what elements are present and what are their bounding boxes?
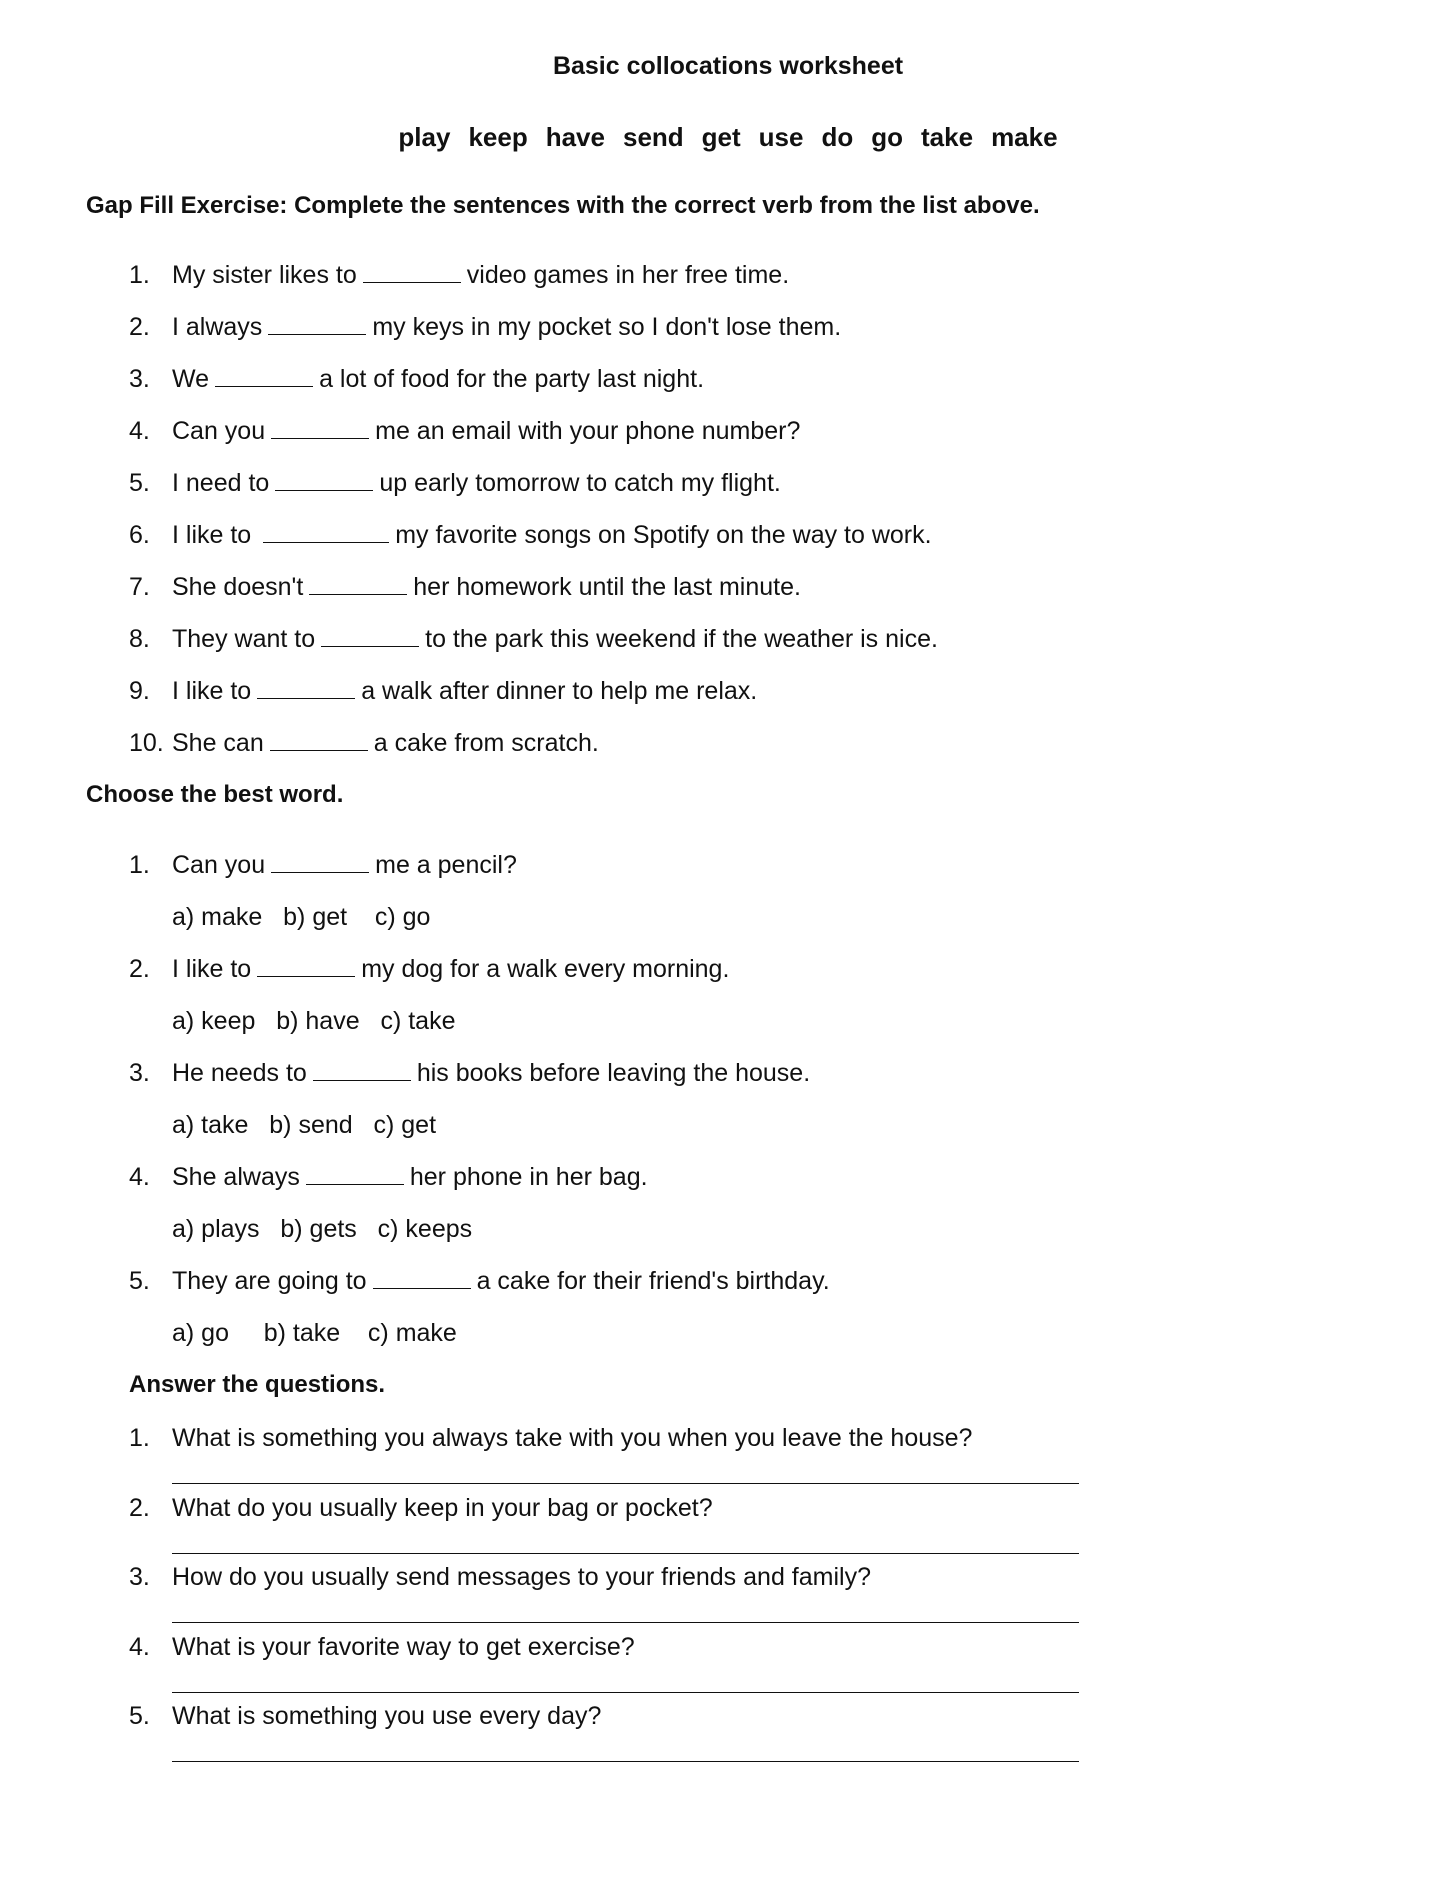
- choose-item: [129, 953, 729, 985]
- choose-item: [129, 1057, 810, 1089]
- word-bank-item: keep: [468, 122, 528, 152]
- sentence-start: I like to: [172, 677, 252, 705]
- question-text: How do you usually send messages to your friends and family?: [172, 1563, 871, 1591]
- sentence-end: her homework until the last minute.: [413, 573, 801, 601]
- sentence-end: a walk after dinner to help me relax.: [361, 677, 758, 705]
- item-number: 2.: [129, 313, 150, 341]
- item-number: 2.: [129, 1494, 150, 1522]
- item-number: 8.: [129, 625, 150, 653]
- word-bank-item: use: [758, 122, 804, 152]
- answer-heading: Answer the questions.: [129, 1371, 386, 1398]
- item-number: 6.: [129, 521, 150, 549]
- item-number: 10.: [129, 729, 164, 757]
- sentence-end: a lot of food for the party last night.: [319, 365, 705, 393]
- answer-line[interactable]: [172, 1553, 1079, 1554]
- sentence-end: me an email with your phone number?: [375, 417, 801, 445]
- question-item: [129, 1492, 713, 1524]
- answer-line[interactable]: [172, 1692, 1079, 1693]
- answer-options[interactable]: a) keep b) have c) take: [172, 1007, 456, 1035]
- item-number: 5.: [129, 1702, 150, 1730]
- answer-blank[interactable]: [271, 416, 369, 439]
- word-bank-item: take: [921, 122, 974, 152]
- word-bank-item: get: [701, 122, 741, 152]
- word-bank-item: go: [871, 122, 904, 152]
- gap-fill-heading: Gap Fill Exercise: Complete the sentences with the correct verb from the list above.: [86, 192, 1040, 219]
- question-text: What is something you use every day?: [172, 1702, 602, 1730]
- choose-item: [129, 1161, 648, 1193]
- sentence-end: my dog for a walk every morning.: [361, 955, 730, 983]
- sentence-start: She can: [172, 729, 264, 757]
- sentence-start: He needs to: [172, 1059, 307, 1087]
- answer-line[interactable]: [172, 1622, 1079, 1623]
- item-number: 4.: [129, 1633, 150, 1661]
- item-number: 2.: [129, 955, 150, 983]
- question-text: What is your favorite way to get exercise?: [172, 1633, 635, 1661]
- answer-blank[interactable]: [321, 624, 419, 647]
- question-item: [129, 1700, 601, 1732]
- question-item: [129, 1422, 972, 1454]
- question-item: [129, 1561, 871, 1593]
- answer-blank[interactable]: [257, 954, 355, 977]
- question-text: What do you usually keep in your bag or pocket?: [172, 1494, 713, 1522]
- sentence-end: her phone in her bag.: [409, 1163, 648, 1191]
- answer-options[interactable]: a) go b) take c) make: [172, 1319, 457, 1347]
- sentence-start: Can you: [172, 417, 266, 445]
- gap-fill-item: [129, 415, 800, 447]
- answer-line[interactable]: [172, 1761, 1079, 1762]
- word-bank-item: have: [545, 122, 605, 152]
- answer-blank[interactable]: [309, 572, 407, 595]
- answer-blank[interactable]: [313, 1058, 411, 1081]
- answer-blank[interactable]: [271, 850, 369, 873]
- item-number: 7.: [129, 573, 150, 601]
- answer-options[interactable]: a) make b) get c) go: [172, 903, 431, 931]
- gap-fill-item: [129, 259, 789, 291]
- item-number: 3.: [129, 1059, 150, 1087]
- sentence-start: I like to: [172, 955, 252, 983]
- sentence-start: I like to: [172, 521, 252, 549]
- item-number: 1.: [129, 261, 150, 289]
- sentence-end: a cake from scratch.: [373, 729, 599, 757]
- gap-fill-item: [129, 727, 599, 759]
- item-number: 1.: [129, 851, 150, 879]
- sentence-start: They want to: [172, 625, 316, 653]
- item-number: 3.: [129, 1563, 150, 1591]
- answer-blank[interactable]: [215, 364, 313, 387]
- answer-options[interactable]: a) plays b) gets c) keeps: [172, 1215, 473, 1243]
- sentence-end: his books before leaving the house.: [416, 1059, 811, 1087]
- sentence-end: my keys in my pocket so I don't lose them.: [372, 313, 842, 341]
- item-number: 5.: [129, 1267, 150, 1295]
- answer-line[interactable]: [172, 1483, 1079, 1484]
- answer-blank[interactable]: [363, 260, 461, 283]
- word-bank-item: send: [622, 122, 684, 152]
- answer-blank[interactable]: [263, 520, 389, 543]
- word-bank: [0, 121, 1456, 153]
- sentence-start: I need to: [172, 469, 270, 497]
- answer-options[interactable]: a) take b) send c) get: [172, 1111, 437, 1139]
- sentence-start: She doesn't: [172, 573, 304, 601]
- answer-blank[interactable]: [268, 312, 366, 335]
- gap-fill-item: [129, 311, 841, 343]
- sentence-end: up early tomorrow to catch my flight.: [379, 469, 781, 497]
- question-item: [129, 1631, 635, 1663]
- sentence-end: video games in her free time.: [466, 261, 790, 289]
- sentence-start: We: [172, 365, 210, 393]
- sentence-start: She always: [172, 1163, 300, 1191]
- gap-fill-item: [129, 519, 932, 551]
- gap-fill-item: [129, 571, 801, 603]
- question-text: What is something you always take with you when you leave the house?: [172, 1424, 973, 1452]
- answer-blank[interactable]: [306, 1162, 404, 1185]
- choose-item: [129, 1265, 830, 1297]
- sentence-start: They are going to: [172, 1267, 367, 1295]
- item-number: 9.: [129, 677, 150, 705]
- item-number: 1.: [129, 1424, 150, 1452]
- sentence-start: I always: [172, 313, 263, 341]
- sentence-start: My sister likes to: [172, 261, 357, 289]
- choose-heading: Choose the best word.: [86, 781, 344, 808]
- sentence-end: to the park this weekend if the weather is nice.: [425, 625, 938, 653]
- answer-blank[interactable]: [373, 1266, 471, 1289]
- answer-blank[interactable]: [257, 676, 355, 699]
- sentence-end: my favorite songs on Spotify on the way to work.: [395, 521, 932, 549]
- answer-blank[interactable]: [270, 728, 368, 751]
- gap-fill-item: [129, 363, 704, 395]
- answer-blank[interactable]: [275, 468, 373, 491]
- gap-fill-item: [129, 675, 757, 707]
- gap-fill-item: [129, 467, 781, 499]
- word-bank-item: do: [821, 122, 854, 152]
- item-number: 4.: [129, 1163, 150, 1191]
- sentence-start: Can you: [172, 851, 266, 879]
- sentence-end: a cake for their friend's birthday.: [476, 1267, 830, 1295]
- worksheet-title: Basic collocations worksheet: [552, 52, 904, 80]
- item-number: 5.: [129, 469, 150, 497]
- gap-fill-item: [129, 623, 938, 655]
- item-number: 3.: [129, 365, 150, 393]
- item-number: 4.: [129, 417, 150, 445]
- choose-item: [129, 849, 517, 881]
- word-bank-item: play: [398, 122, 451, 152]
- word-bank-item: make: [991, 122, 1058, 152]
- sentence-end: me a pencil?: [375, 851, 517, 879]
